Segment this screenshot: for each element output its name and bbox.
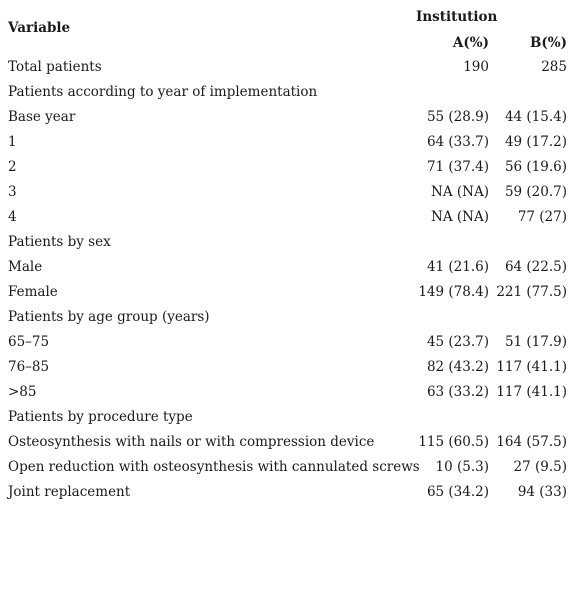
table-row	[0, 155, 575, 180]
cell-institution-b: 56 (19.6)	[504, 159, 567, 175]
cell-institution-b: 51 (17.9)	[504, 334, 567, 350]
row-label: Total patients	[8, 59, 102, 75]
table-row	[0, 130, 575, 155]
cell-institution-b: 49 (17.2)	[504, 134, 567, 150]
row-label: Patients by age group (years)	[8, 309, 210, 325]
row-label: Patients by procedure type	[8, 409, 193, 425]
table-row	[0, 455, 575, 480]
column-header-b: B(%)	[529, 35, 567, 51]
row-label: Female	[8, 284, 58, 300]
cell-institution-a: 64 (33.7)	[426, 134, 489, 150]
cell-institution-b: 64 (22.5)	[504, 259, 567, 275]
cell-institution-b: 27 (9.5)	[513, 459, 567, 475]
cell-institution-a: 55 (28.9)	[426, 109, 489, 125]
row-label: 4	[8, 209, 17, 225]
cell-institution-a: 149 (78.4)	[418, 284, 489, 300]
row-label: Base year	[8, 109, 76, 125]
row-label: 65–75	[8, 334, 50, 350]
row-label: Open reduction with osteosynthesis with cannulated screws	[8, 459, 420, 475]
cell-institution-b: 117 (41.1)	[496, 384, 567, 400]
table-row	[0, 205, 575, 230]
cell-institution-a: NA (NA)	[431, 184, 489, 200]
cell-institution-a: 65 (34.2)	[426, 484, 489, 500]
column-header-a: A(%)	[452, 35, 489, 51]
table-row	[0, 230, 575, 255]
cell-institution-b: 117 (41.1)	[496, 359, 567, 375]
cell-institution-a: 115 (60.5)	[418, 434, 489, 450]
cell-institution-a: 41 (21.6)	[426, 259, 489, 275]
cell-institution-b: 94 (33)	[517, 484, 567, 500]
column-group-header-institution: Institution	[416, 9, 498, 25]
table-row	[0, 55, 575, 80]
row-label: 76–85	[8, 359, 50, 375]
cell-institution-a: 71 (37.4)	[426, 159, 489, 175]
table-body	[0, 55, 575, 505]
table-row	[0, 280, 575, 305]
column-header-variable: Variable	[8, 20, 71, 36]
cell-institution-b: 59 (20.7)	[504, 184, 567, 200]
table-row	[0, 80, 575, 105]
row-label: >85	[8, 384, 37, 400]
row-label: Patients by sex	[8, 234, 111, 250]
row-label: 3	[8, 184, 17, 200]
table-row	[0, 180, 575, 205]
table-row	[0, 405, 575, 430]
cell-institution-a: 45 (23.7)	[426, 334, 489, 350]
cell-institution-b: 164 (57.5)	[496, 434, 567, 450]
cell-institution-b: 221 (77.5)	[496, 284, 567, 300]
table-row	[0, 255, 575, 280]
table-row	[0, 380, 575, 405]
table-row	[0, 355, 575, 380]
row-label: Male	[8, 259, 43, 275]
row-label: Osteosynthesis with nails or with compression device	[8, 434, 375, 450]
cell-institution-b: 44 (15.4)	[504, 109, 567, 125]
row-label: Patients according to year of implementation	[8, 84, 318, 100]
cell-institution-a: 82 (43.2)	[426, 359, 489, 375]
table-row	[0, 330, 575, 355]
cell-institution-a: NA (NA)	[431, 209, 489, 225]
cell-institution-b: 77 (27)	[517, 209, 567, 225]
row-label: 1	[8, 134, 17, 150]
table-row	[0, 105, 575, 130]
row-label: 2	[8, 159, 17, 175]
cell-institution-a: 63 (33.2)	[426, 384, 489, 400]
cell-institution-b: 285	[541, 59, 567, 75]
cell-institution-a: 190	[463, 59, 489, 75]
table-row	[0, 430, 575, 455]
table-row	[0, 480, 575, 505]
row-label: Joint replacement	[8, 484, 131, 500]
table-row	[0, 305, 575, 330]
cell-institution-a: 10 (5.3)	[435, 459, 489, 475]
